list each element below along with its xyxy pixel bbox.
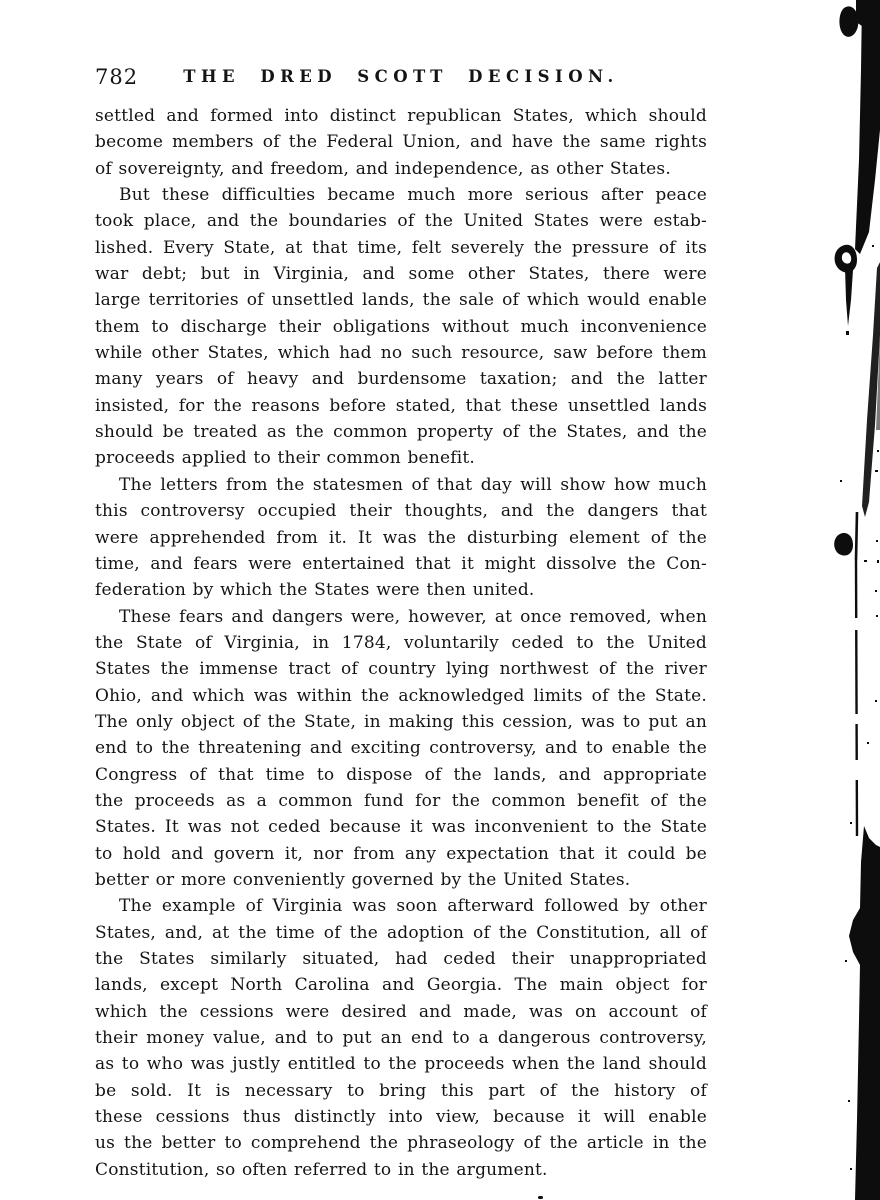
text-line: lished. Every State, at that time, felt severely the pressure of its <box>95 237 707 258</box>
text-line: States. It was not ceded because it was inconvenient to the State <box>95 817 707 838</box>
text-line: them to discharge their obligations without much inconvenience <box>95 316 707 337</box>
text-line: many years of heavy and burdensome taxation; and the latter <box>95 369 707 390</box>
text-line: these cessions thus distinctly into view, because it will enable <box>95 1107 707 1128</box>
text-line: to hold and govern it, nor from any expectation that it could be <box>95 843 707 864</box>
text-line: of sovereignty, and freedom, and independence, as other States. <box>95 158 671 179</box>
scan-edge-smudge <box>820 0 880 1200</box>
text-line: us the better to comprehend the phraseology of the article in the <box>95 1133 707 1154</box>
text-line: The only object of the State, in making this cession, was to put an <box>95 711 707 732</box>
text-line: States, and, at the time of the adoption of the Constitution, all of <box>95 922 707 943</box>
text-line: better or more conveniently governed by the United States. <box>95 869 631 890</box>
ink-smudge <box>538 1196 543 1199</box>
text-line: which the cessions were desired and made, was on account of <box>95 1001 707 1022</box>
text-line: were apprehended from it. It was the disturbing element of the <box>95 527 707 548</box>
text-line: The example of Virginia was soon afterward followed by other <box>119 896 707 917</box>
text-line: lands, except North Carolina and Georgia. The main object for <box>95 975 707 996</box>
text-line: as to who was justly entitled to the proceeds when the land should <box>95 1054 707 1075</box>
text-line: Congress of that time to dispose of the lands, and appropriate <box>95 764 707 785</box>
text-line: the States similarly situated, had ceded their unappropriated <box>95 949 707 969</box>
text-line: end to the threatening and exciting controversy, and to enable the <box>95 738 707 759</box>
text-line: settled and formed into distinct republican States, which should <box>95 106 707 126</box>
text-line: federation by which the States were then united. <box>95 580 535 601</box>
text-line: insisted, for the reasons before stated, that these unsettled lands <box>95 395 707 416</box>
text-line: The letters from the statesmen of that day will show how much <box>119 474 707 495</box>
text-line: Constitution, so often referred to in the argument. <box>95 1159 548 1180</box>
text-line: this controversy occupied their thoughts, and the dangers that <box>95 501 707 522</box>
text-line: time, and fears were entertained that it might dissolve the Con- <box>95 553 707 574</box>
page-header <box>95 63 707 93</box>
text-line: large territories of unsettled lands, the sale of which would enable <box>95 290 707 311</box>
text-line: become members of the Federal Union, and have the same rights <box>95 132 707 153</box>
text-line: should be treated as the common property of the States, and the <box>95 422 707 443</box>
text-line: be sold. It is necessary to bring this part of the history of <box>95 1080 707 1101</box>
text-line: But these difficulties became much more serious after peace <box>119 185 707 206</box>
text-line: States the immense tract of country lying northwest of the river <box>95 659 707 680</box>
text-line: the proceeds as a common fund for the common benefit of the <box>95 790 707 811</box>
text-line: the State of Virginia, in 1784, voluntarily ceded to the United <box>95 632 707 653</box>
text-line: proceeds applied to their common benefit. <box>95 448 475 469</box>
page-text <box>95 103 707 1183</box>
text-line: Ohio, and which was within the acknowledged limits of the State. <box>95 685 707 706</box>
page-number: 782 <box>95 65 139 89</box>
text-line: their money value, and to put an end to a dangerous controversy, <box>95 1028 707 1049</box>
text-line: took place, and the boundaries of the United States were estab- <box>95 211 707 232</box>
text-line: These fears and dangers were, however, at once removed, when <box>119 606 707 627</box>
text-line: while other States, which had no such resource, saw before them <box>95 343 707 364</box>
text-line: war debt; but in Virginia, and some other States, there were <box>95 264 707 285</box>
running-header-title: THE DRED SCOTT DECISION. <box>183 67 619 86</box>
